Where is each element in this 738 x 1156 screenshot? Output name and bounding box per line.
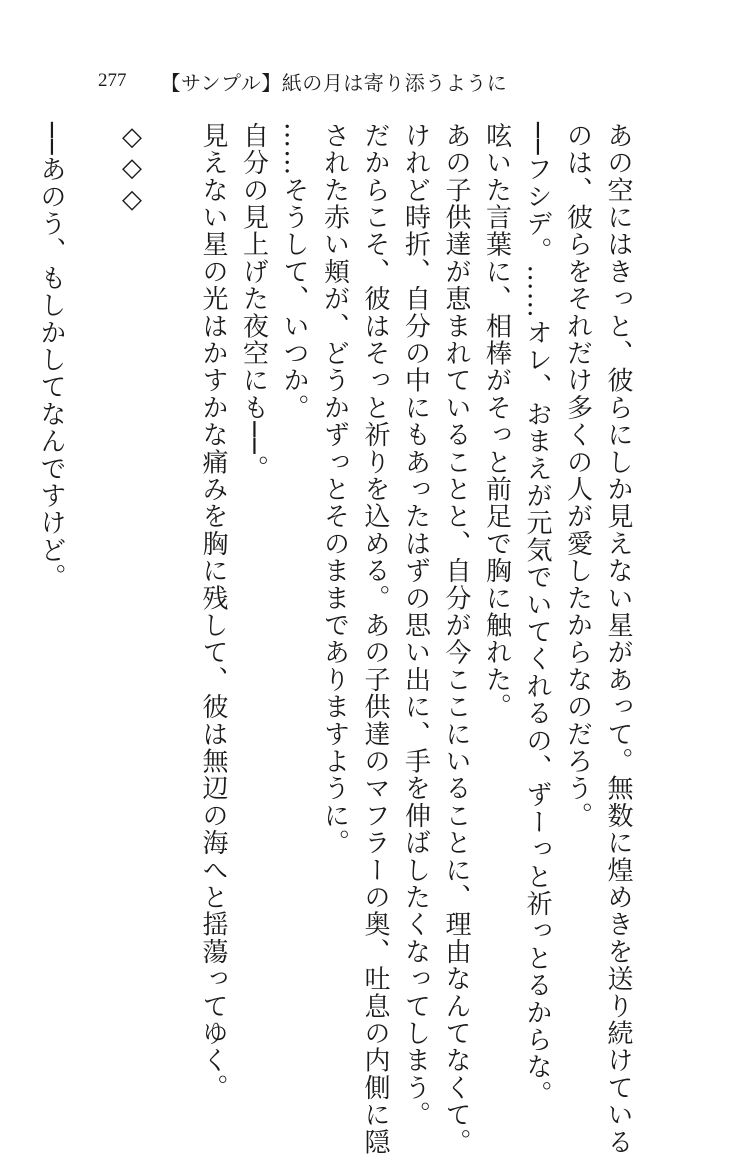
text-line: のは、彼らをそれだけ多くの人が愛したからなのだろう。: [562, 122, 593, 830]
text-line: された赤い頬が、どうかずっとそのままでありますように。: [319, 122, 350, 857]
text-line: ──フシデ。……オレ、おまえが元気でいてくれるの、ずーっと祈っとるからな。: [522, 122, 552, 1108]
vertical-body-text: [31, 122, 639, 1156]
blank-line: [152, 122, 193, 1002]
running-header: [98, 66, 507, 96]
text-line: ──あのう、もしかしてなんですけど。: [36, 122, 66, 591]
text-line: だからこそ、彼はそっと祈りを込める。あの子供達のマフラーの奥、吐息の内側に隠: [360, 122, 390, 1156]
scene-break: ◇◇◇: [117, 122, 147, 216]
blank-line: [71, 122, 112, 1002]
text-line: 見えない星の光はかすかな痛みを胸に残して、彼は無辺の海へと揺蕩ってゆく。: [198, 122, 228, 1102]
text-line: ……そうして、いつか。: [279, 122, 309, 422]
text-line: あの子供達が恵まれていることと、自分が今ここにいることに、理由なんてなくて。: [441, 122, 471, 1156]
running-title: 【サンプル】紙の月は寄り添うように: [160, 70, 508, 95]
text-line: けれど時折、自分の中にもあったはずの思い出に、手を伸ばしたくなってしまう。: [400, 122, 431, 1129]
text-line: あの空にはきっと、彼らにしか見えない星があって。無数に煌めきを送り続けている: [603, 122, 633, 1156]
text-line: 呟いた言葉に、相棒がそっと前足で胸に触れた。: [481, 122, 512, 721]
text-line: 自分の見上げた夜空にも──。: [238, 122, 269, 483]
page-number: 277: [98, 70, 127, 91]
